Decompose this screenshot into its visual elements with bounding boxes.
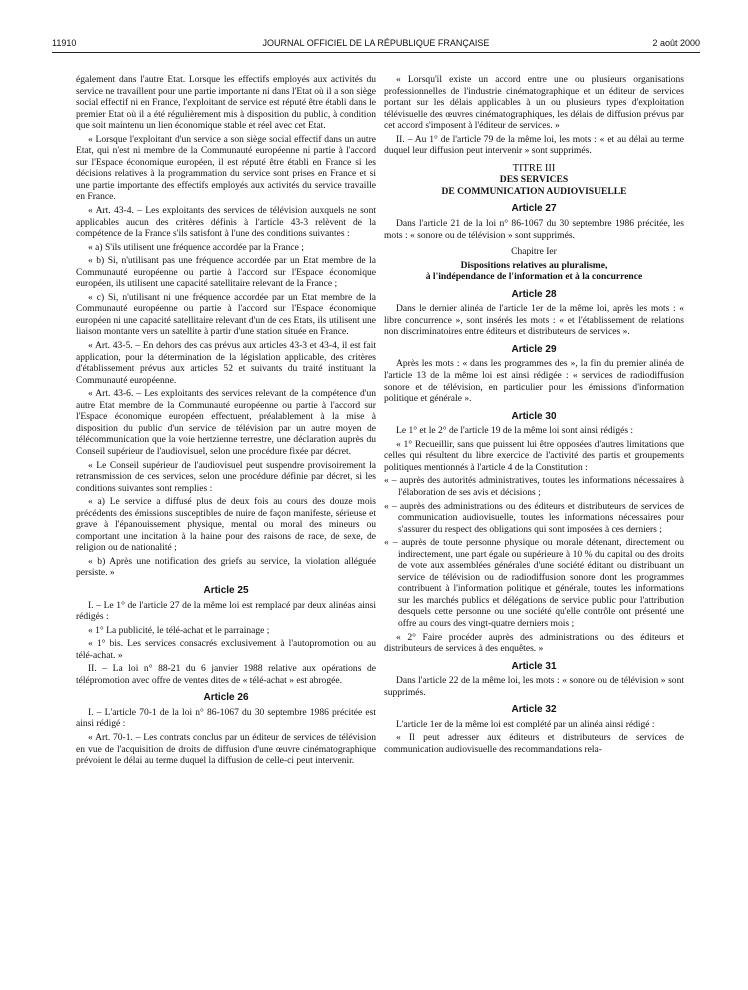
paragraph: L'article 1er de la même loi est complété par un alinéa ainsi rédigé : <box>396 718 655 730</box>
paragraph: Dans l'article 21 de la loi n° 86-1067 du 30 septembre 1986 précitée, les mots : « sonore ou de télévision » sont supprimés. <box>384 218 684 241</box>
paragraph: « Lorsque l'exploitant d'un service a son siège social effectif dans un autre Etat, qui n'est ni membre de la Communauté européenne ni partie à l'accord sur l'Espace économique européen, il est réputé être établi en France si les décisions relatives à la programmation du service sont prises en France et si une partie importante des effectifs employés aux activités du service travaille en France. <box>76 133 376 203</box>
article-heading: Article 30 <box>511 410 557 422</box>
paragraph: « 1° La publicité, le télé-achat et le parrainage ; <box>88 624 270 636</box>
chapter-title: à l'indépendance de l'information et à la concurrence <box>425 271 643 283</box>
paragraph: « – auprès de toute personne physique ou morale détenant, directement ou indirectement, une part égale ou supérieure à 10 % du capital ou des droits de vote aux assemblées générales d'une société éditant ou distribuant un service de télévision ou de radiodiffusion sonore dont les programmes contribuent à l'information politique et générale, toutes les informations sur les marchés publics et délégations de service public pour l'attribution desquels cette personne ou une société qu'elle contrôle ont présenté une offre au cours des vingt-quatre derniers mois ; <box>384 537 684 629</box>
article-heading: Article 25 <box>203 584 249 596</box>
paragraph: I. – Le 1° de l'article 27 de la même loi est remplacé par deux alinéas ainsi rédigés : <box>76 599 376 623</box>
title-heading: TITRE III <box>512 162 556 174</box>
paragraph: « Lorsqu'il existe un accord entre une ou plusieurs organisations professionnelles de l'industrie cinématographique et un éditeur de services portant sur les délais applicables à un ou plusieurs types d'exploitation télévisuelle des œuvres cinématographiques, les délais de diffusion prévus par cet accord s'imposent à l'éditeur de services. » <box>384 74 684 132</box>
paragraph: « Art. 43-6. – Les exploitants des services relevant de la compétence d'un autre Etat membre de la Communauté européenne ou partie à l'accord sur l'Espace économique européen effectuent, préalablement à la mise à disposition du public d'un service de télévision par un autre moyen de télécommunication que la voie hertzienne terrestre, une déclaration auprès du Conseil supérieur de l'audiovisuel, selon une procédure fixée par décret. <box>76 388 376 457</box>
page-header <box>52 36 700 50</box>
paragraph: « b) Si, n'utilisant pas une fréquence accordée par un Etat membre de la Communauté européenne ou partie à l'accord sur l'Espace économique européen, ils utilisent une capacité satellitaire relevant de la France ; <box>76 255 376 290</box>
paragraph: « a) Le service a diffusé plus de deux fois au cours des douze mois précédents des émissions susceptibles de nuire de façon manifeste, sérieuse et grave à l'épanouissement physique, mental ou moral des mineurs ou comportant une incitation à la haine pour des raisons de race, de sexe, de religion ou de nationalité ; <box>76 496 376 554</box>
article-heading: Article 26 <box>203 692 249 704</box>
paragraph: II. – La loi n° 88-21 du 6 janvier 1988 relative aux opérations de télépromotion avec offre de ventes dites de « télé-achat » est abrogée. <box>76 663 376 686</box>
article-heading: Article 32 <box>511 704 557 716</box>
article-heading: Article 31 <box>511 660 557 672</box>
paragraph: « Le Conseil supérieur de l'audiovisuel peut suspendre provisoirement la retransmission de ces services, selon une procédure définie par décret, si les conditions suivantes sont remplies : <box>76 459 376 494</box>
paragraph: « – auprès des autorités administratives, toutes les informations nécessaires à l'élaboration de ses avis et décisions ; <box>384 475 684 498</box>
paragraph: « b) Après une notification des griefs au service, la violation alléguée persiste. » <box>76 555 376 579</box>
title-subheading: DE COMMUNICATION AUDIOVISUELLE <box>441 185 627 197</box>
paragraph: « 1° Recueillir, sans que puissent lui être opposées d'autres limitations que celles qui résultent du libre exercice de l'activité des partis et groupements politiques mentionnés à l'article 4 de la Constitution : <box>384 438 684 473</box>
right-column <box>384 74 684 757</box>
page-number: 11910 <box>52 38 77 48</box>
paragraph: Après les mots : « dans les programmes des », la fin du premier alinéa de l'article 13 de la même loi est ainsi rédigée : « services de radiodiffusion sonore et de télévision, en particulier pour les émissions d'information politique et générale ». <box>384 358 684 405</box>
paragraph: « a) S'ils utilisent une fréquence accordée par la France ; <box>88 241 304 253</box>
paragraph: Dans le dernier alinéa de l'article 1er de la même loi, après les mots : « libre concurrence », sont insérés les mots : « et l'établissement de relations non discriminatoires entre éditeurs et distributeurs de services ». <box>384 303 684 338</box>
paragraph: Dans l'article 22 de la même loi, les mots : « sonore ou de télévision » sont supprimés. <box>384 675 684 698</box>
publication-date: 2 août 2000 <box>652 38 700 48</box>
paragraph: II. – Au 1° de l'article 79 de la même loi, les mots : « et au délai au terme duquel leur diffusion peut intervenir » sont supprimés. <box>384 133 684 157</box>
paragraph: « Il peut adresser aux éditeurs et distributeurs de services de communication audiovisuelle des recommandations rela- <box>384 732 684 755</box>
paragraph: « – auprès des administrations ou des éditeurs et distributeurs de services de communication audiovisuelle, toutes les informations nécessaires pour s'assurer du respect des obligations qui sont imposées à ces derniers ; <box>384 500 684 535</box>
header-rule <box>52 52 700 53</box>
paragraph: « c) Si, n'utilisant ni une fréquence accordée par un Etat membre de la Communauté européenne ou partie à l'accord sur l'Espace économique européen ni une capacité satellitaire relevant d'un de ces Etats, ils utilisent une liaison montante vers un satellite à partir d'une station située en France. <box>76 291 376 338</box>
chapter-title: Dispositions relatives au pluralisme, <box>460 259 608 271</box>
paragraph: « Art. 43-5. – En dehors des cas prévus aux articles 43-3 et 43-4, il est fait application, pour la détermination de la législation applicable, des critères d'établissement prévus aux articles 52 et suivants du traité instituant la Communauté européenne. <box>76 340 376 386</box>
article-heading: Article 27 <box>511 203 557 215</box>
paragraph: I. – L'article 70-1 de la loi n° 86-1067 du 30 septembre 1986 précitée est ainsi rédigé : <box>76 706 376 730</box>
article-heading: Article 28 <box>511 288 557 300</box>
chapter-heading: Chapitre Ier <box>511 247 557 258</box>
paragraph: « Art. 43-4. – Les exploitants des services de télévision auxquels ne sont applicables aucun des critères définis à l'article 43-3 relèvent de la compétence de la France s'ils satisfont à l'une des conditions suivantes : <box>76 205 376 240</box>
article-heading: Article 29 <box>511 343 557 355</box>
journal-title: JOURNAL OFFICIEL DE LA RÉPUBLIQUE FRANÇAISE <box>262 38 490 48</box>
paragraph: « 2° Faire procéder auprès des administrations ou des éditeurs et distributeurs de services à des enquêtes. » <box>384 631 684 655</box>
left-column <box>76 74 376 769</box>
paragraph: Le 1° et le 2° de l'article 19 de la même loi sont ainsi rédigés : <box>396 425 634 437</box>
paragraph: « 1° bis. Les services consacrés exclusivement à l'autopromotion ou au télé-achat. » <box>76 638 376 661</box>
title-subheading: DES SERVICES <box>499 174 569 186</box>
paragraph: également dans l'autre Etat. Lorsque les effectifs employés aux activités du service ne travaillent pour une partie importante ni dans l'Etat où il a son siège social effectif ni en France, l'exploitant de service est réputé être établi dans le premier Etat où il a été régulièrement mis à disposition du public, à condition que soit maintenu un lien économique stable et réel avec cet Etat. <box>76 74 376 132</box>
paragraph: « Art. 70-1. – Les contrats conclus par un éditeur de services de télévision en vue de l'acquisition de droits de diffusion d'une œuvre cinématographique prévoient le délai au terme duquel la diffusion de celle-ci peut intervenir. <box>76 731 376 767</box>
